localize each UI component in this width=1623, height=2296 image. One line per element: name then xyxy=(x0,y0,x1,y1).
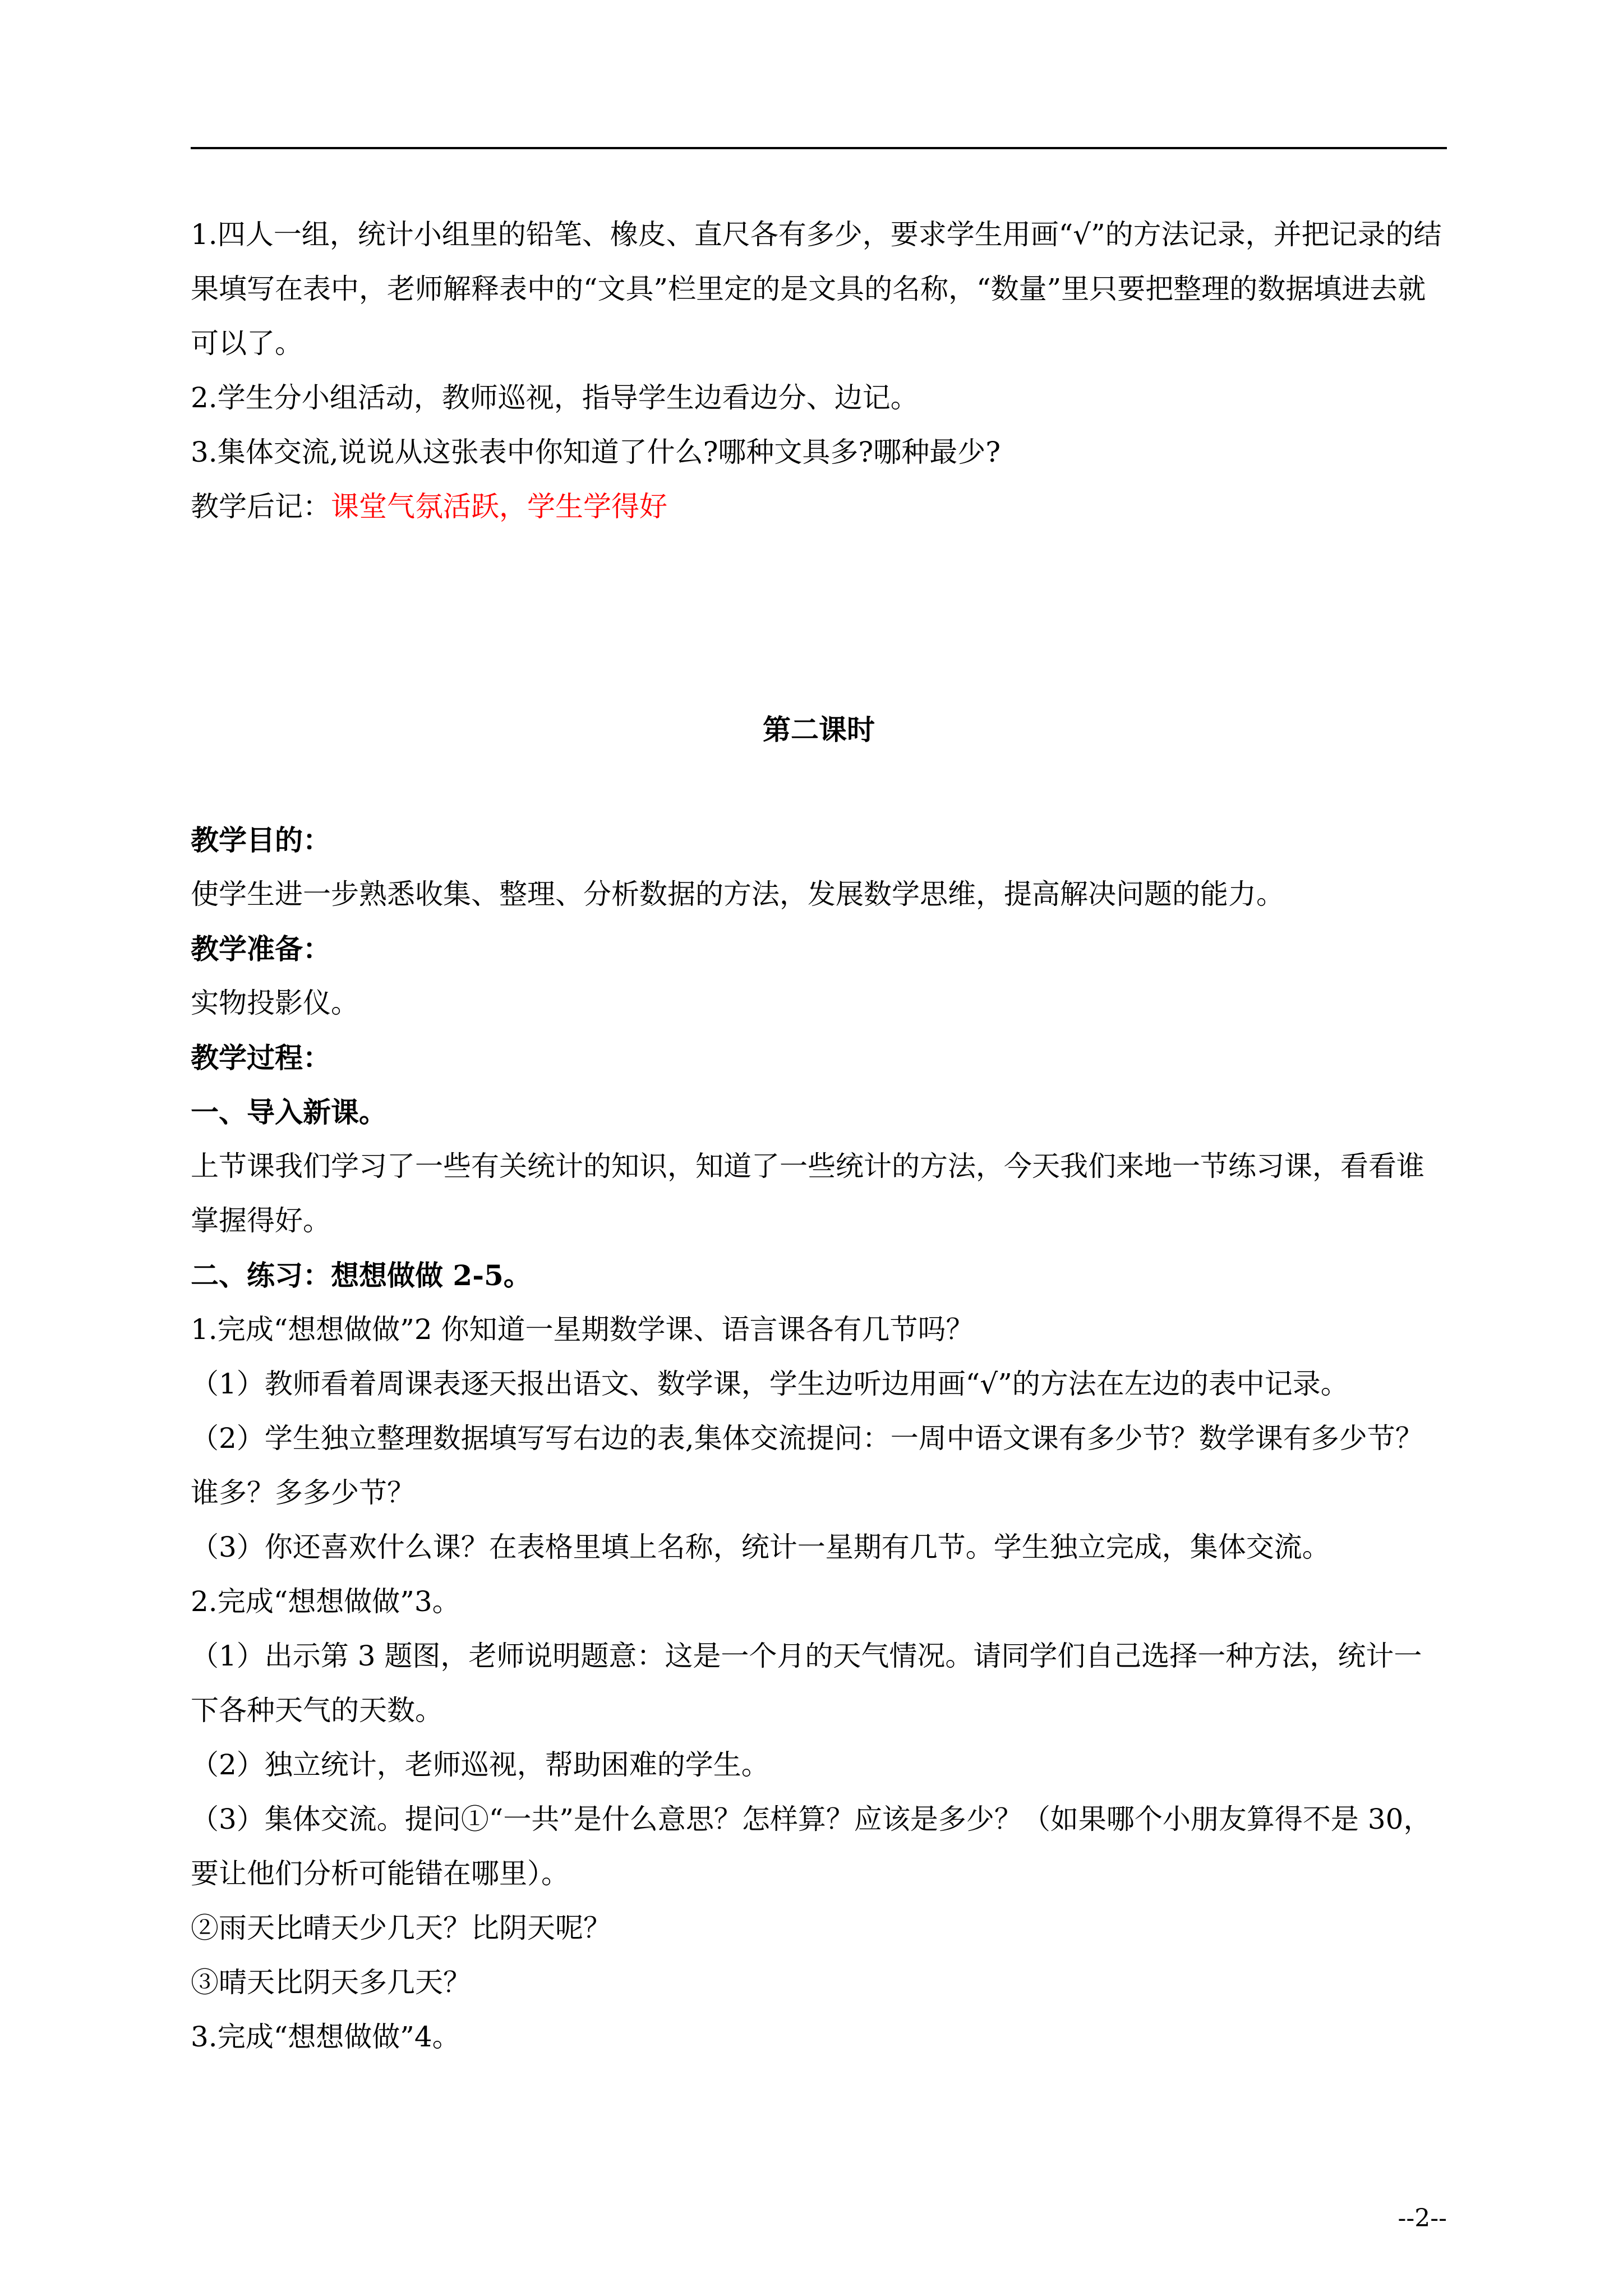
list-item: 1.完成“想想做做”2 你知道一星期数学课、语言课各有几节吗？ xyxy=(191,1313,974,1346)
list-item: ③晴天比阴天多几天？ xyxy=(191,1966,471,1999)
list-item: 3.完成“想想做做”4。 xyxy=(191,2021,460,2053)
list-item: （2）学生独立整理数据填写写右边的表,集体交流提问：一周中语文课有多少节？数学课有多少节？谁多？多多少节？ xyxy=(191,1422,1423,1509)
paragraph-3: 3.集体交流,说说从这张表中你知道了什么?哪种文具多?哪种最少? xyxy=(191,436,1001,468)
goal-text: 使学生进一步熟悉收集、整理、分析数据的方法，发展数学思维，提高解决问题的能力。 xyxy=(191,878,1284,910)
page-number: --2-- xyxy=(1398,2204,1447,2233)
goal-heading: 教学目的： xyxy=(191,823,331,857)
afterword-text: 课堂气氛活跃，学生学得好 xyxy=(331,490,667,523)
paragraph-2: 2.学生分小组活动，教师巡视，指导学生边看边分、边记。 xyxy=(191,381,919,414)
list-item: （2）独立统计，老师巡视，帮助困难的学生。 xyxy=(191,1749,769,1781)
section-1-text: 上节课我们学习了一些有关统计的知识，知道了一些统计的方法，今天我们来地一节练习课，看看谁掌握得好。 xyxy=(191,1150,1424,1237)
afterword-label: 教学后记： xyxy=(191,490,331,523)
header-rule xyxy=(191,147,1447,149)
list-item: ②雨天比晴天少几天？比阴天呢？ xyxy=(191,1912,611,1944)
prep-text: 实物投影仪。 xyxy=(191,987,359,1019)
section-2-heading: 二、练习：想想做做 2-5。 xyxy=(191,1259,532,1292)
section-1-heading: 一、导入新课。 xyxy=(191,1096,387,1129)
afterword xyxy=(191,480,1447,534)
list-item: （3）你还喜欢什么课？在表格里填上名称，统计一星期有几节。学生独立完成，集体交流。 xyxy=(191,1531,1330,1563)
process-heading: 教学过程： xyxy=(191,1041,331,1074)
prep-heading: 教学准备： xyxy=(191,932,331,965)
lesson-title: 第二课时 xyxy=(763,713,875,746)
list-item: （1）教师看着周课表逐天报出语文、数学课，学生边听边用画“√”的方法在左边的表中记录。 xyxy=(191,1368,1349,1400)
list-item: 2.完成“想想做做”3。 xyxy=(191,1585,460,1618)
paragraph-1: 1.四人一组，统计小组里的铅笔、橡皮、直尺各有多少，要求学生用画“√”的方法记录，并把记录的结果填写在表中，老师解释表中的“文具”栏里定的是文具的名称，“数量”里只要把整理的数据填进去就可以了。 xyxy=(191,218,1442,360)
list-item: （1）出示第 3 题图，老师说明题意：这是一个月的天气情况。请同学们自己选择一种方法，统计一下各种天气的天数。 xyxy=(191,1640,1422,1727)
document-body xyxy=(191,208,1447,2064)
list-item: （3）集体交流。提问①“一共”是什么意思？怎样算？应该是多少？（如果哪个小朋友算得不是 30，要让他们分析可能错在哪里）。 xyxy=(191,1803,1432,1890)
